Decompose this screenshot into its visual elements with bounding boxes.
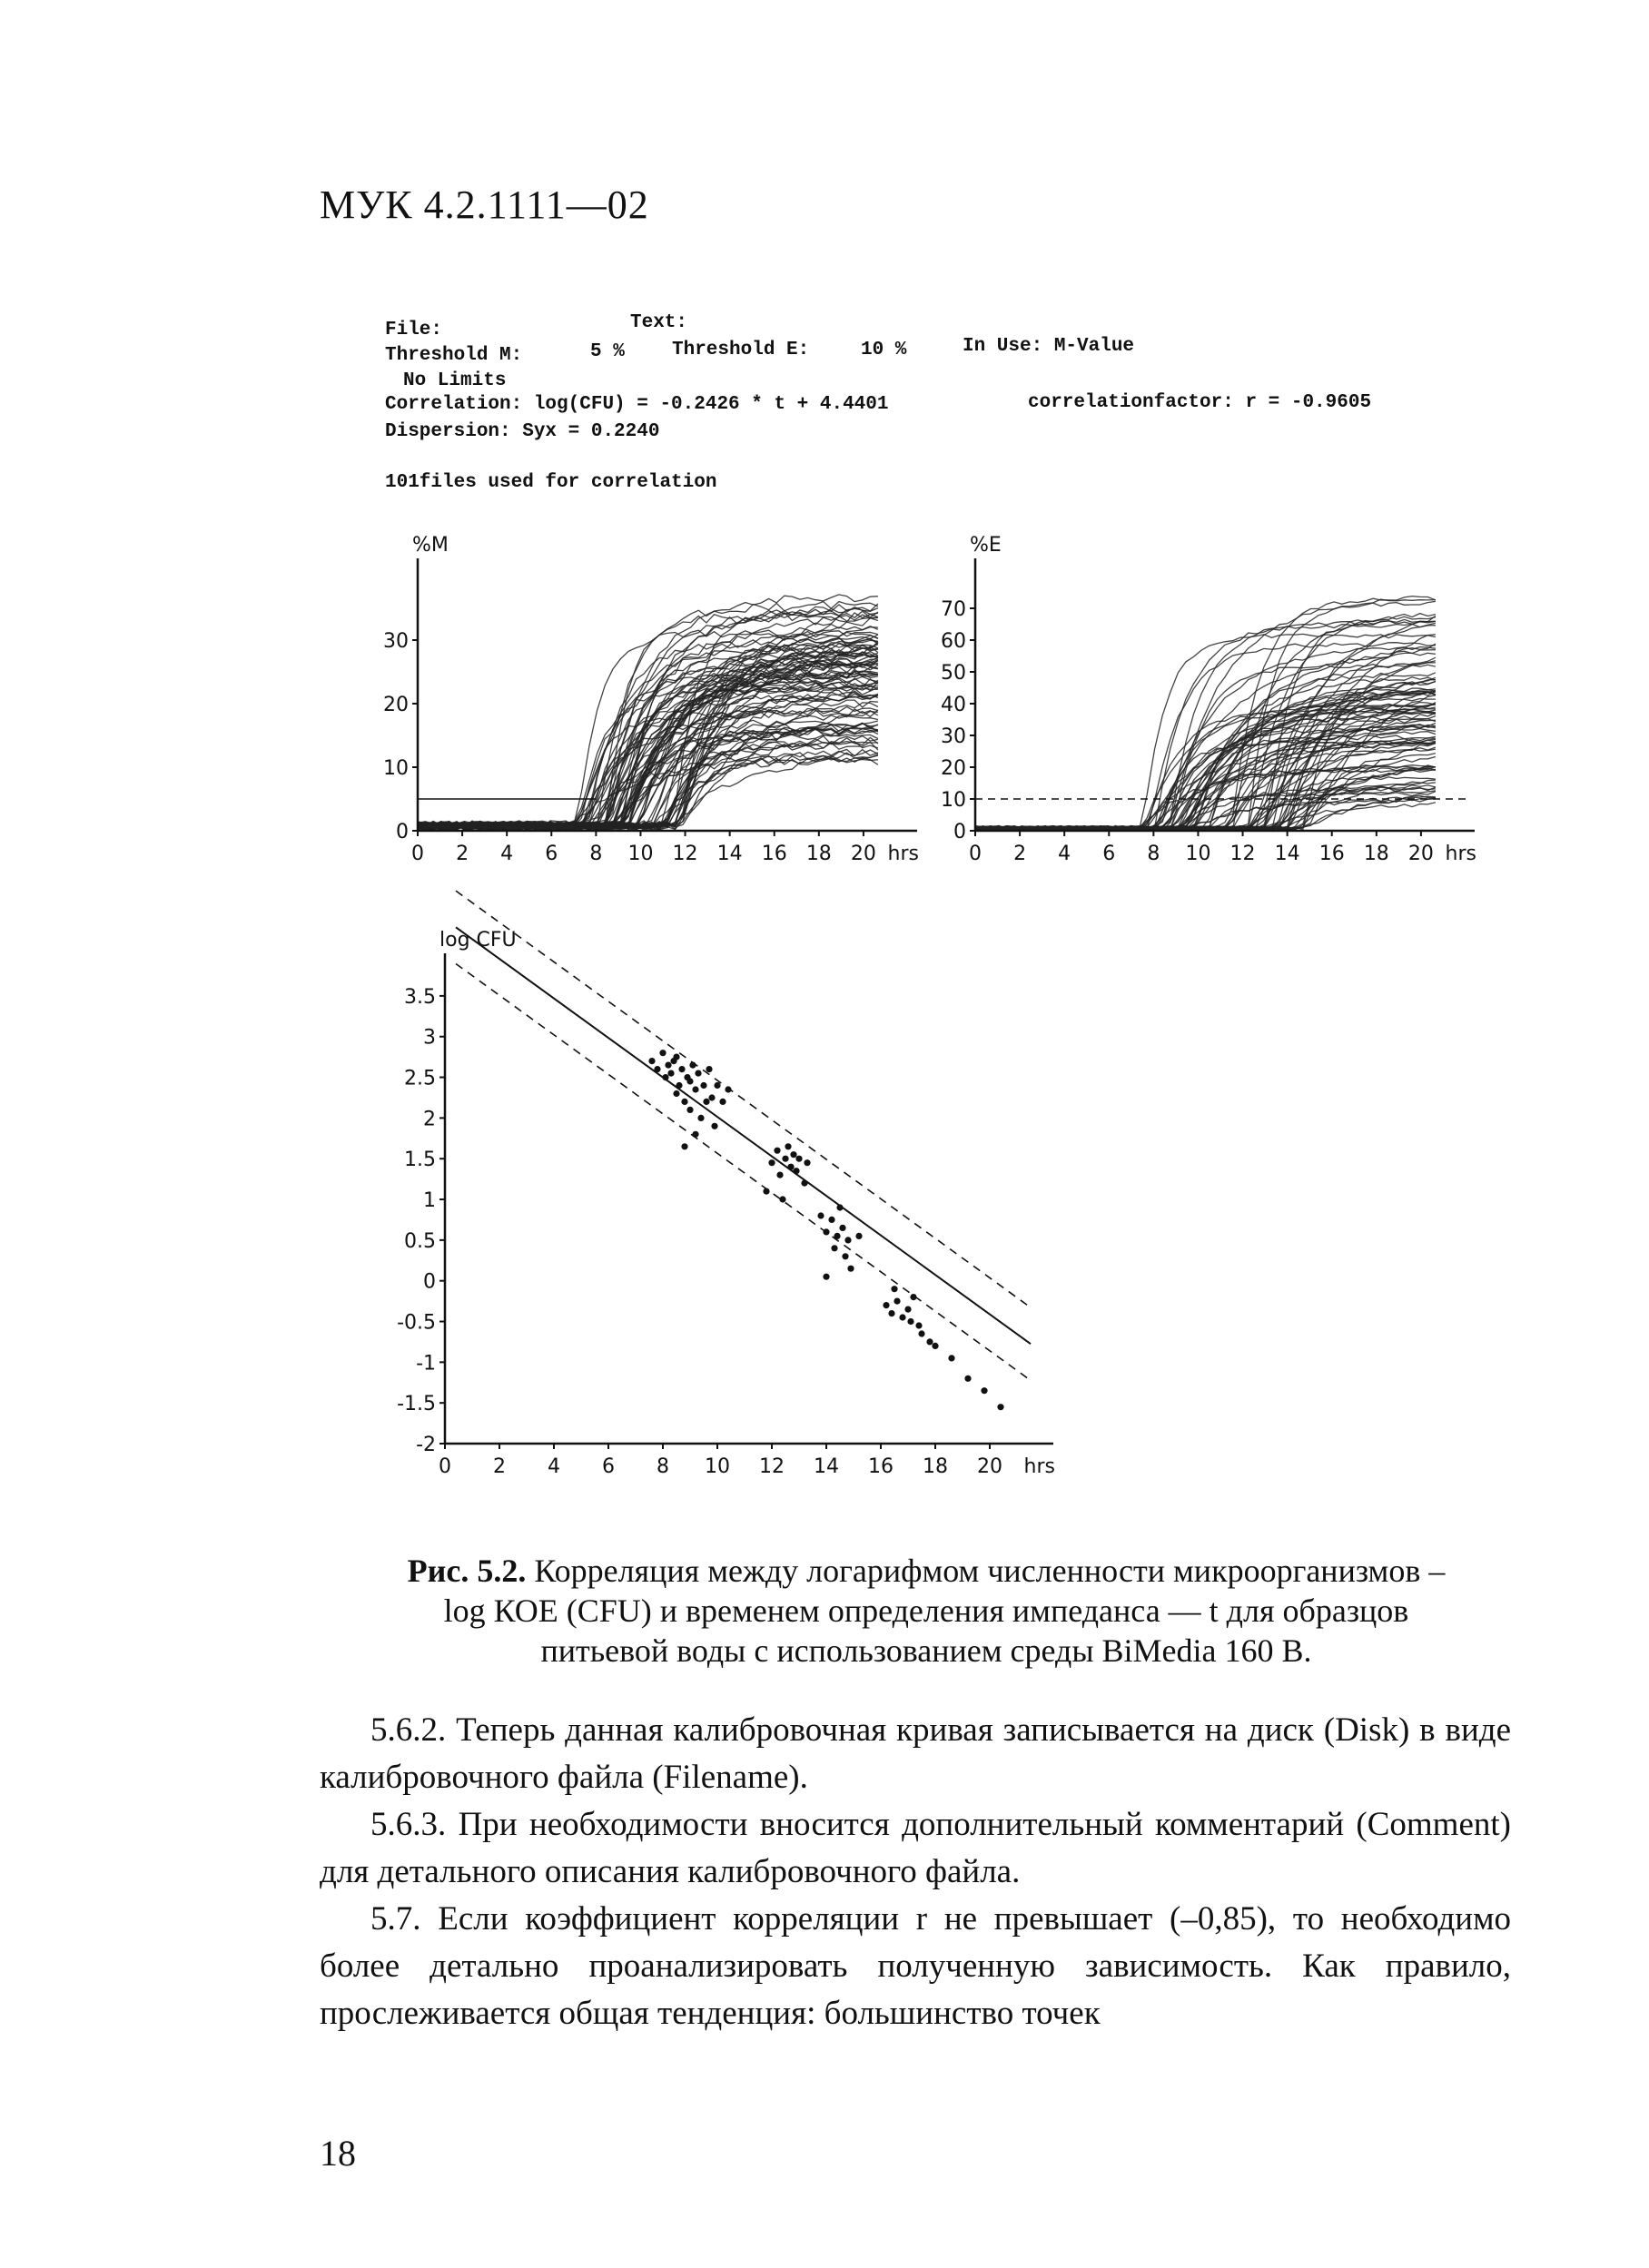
chart-r-y-tick-label: -0.5 [397, 1311, 436, 1335]
caption-line-3: питьевой воды с использованием среды BiMedia 160 B. [540, 1632, 1312, 1669]
chart-r-y-tick-label: -2 [416, 1434, 436, 1456]
chart-e-curve [975, 650, 1436, 831]
data-point [836, 1204, 843, 1210]
data-point [817, 1212, 824, 1218]
chart-e-x-tick-label: 16 [1318, 843, 1345, 865]
chart-e-y-tick-label: 20 [941, 757, 966, 780]
chart-m-x-tick-label: 0 [411, 843, 424, 865]
correlation-formula: Correlation: log(CFU) = -0.2426 * t + 4.4401 [385, 394, 889, 415]
data-point [834, 1233, 840, 1239]
chart-m-x-tick-label: 20 [850, 843, 876, 865]
document-code-header: МУК 4.2.1111—02 [320, 182, 649, 227]
data-point [689, 1062, 696, 1069]
chart-r-y-tick-label: -1 [416, 1352, 436, 1376]
confidence-band-line [456, 963, 1031, 1380]
chart-r-x-tick-label: 16 [868, 1455, 894, 1478]
chart-m-x-tick-label: 14 [716, 843, 743, 865]
data-point [686, 1078, 693, 1084]
chart-m-y-tick-label: 0 [396, 821, 409, 843]
chart-m-x-tick-label: 12 [672, 843, 698, 865]
limits-text: No Limits [403, 370, 507, 391]
data-point [714, 1082, 720, 1089]
data-point [804, 1159, 810, 1166]
chart-r-y-tick-label: 0 [423, 1270, 436, 1294]
chart-r-x-tick-label: 20 [977, 1455, 1002, 1478]
caption-label: Рис. 5.2. [407, 1553, 527, 1589]
data-point [763, 1188, 769, 1195]
chart-e-x-tick-label: 0 [969, 843, 982, 865]
chart-r-x-tick-label: 14 [814, 1455, 839, 1478]
data-point [926, 1338, 933, 1345]
chart-m-x-tick-label: 16 [761, 843, 787, 865]
paragraph-5-6-2: 5.6.2. Теперь данная калибровочная кривая записывается на диск (Disk) в виде калибровочного файла (Filename). [320, 1711, 1511, 1796]
data-point [801, 1180, 807, 1187]
chart-r-x-tick-label: 2 [493, 1455, 506, 1478]
data-point [918, 1330, 924, 1336]
data-point [665, 1062, 671, 1069]
chart-e-y-tick-label: 70 [941, 598, 966, 621]
data-point [997, 1404, 1003, 1410]
data-point [776, 1172, 783, 1178]
files-used-text: 101files used for correlation [385, 472, 717, 493]
chart-r-y-tick-label: 2.5 [404, 1067, 436, 1090]
data-point [790, 1151, 796, 1158]
log-cfu-regression-chart [381, 929, 1071, 1480]
data-point [725, 1086, 731, 1092]
chart-m-y-tick-label: 10 [383, 757, 409, 780]
data-point [648, 1058, 655, 1064]
chart-e-x-tick-label: 2 [1013, 843, 1027, 865]
data-point [779, 1196, 785, 1202]
data-point [899, 1314, 905, 1320]
chart-e-curve [975, 695, 1436, 831]
chart-e-x-tick-label: 20 [1407, 843, 1434, 865]
data-point [823, 1274, 829, 1280]
data-point [839, 1225, 845, 1231]
data-point [774, 1148, 780, 1154]
chart-m-x-axis-label: hrs [887, 843, 919, 865]
chart-r-x-tick-label: 4 [548, 1455, 560, 1478]
chart-e-x-tick-label: 8 [1147, 843, 1160, 865]
chart-r-y-tick-label: 2 [423, 1108, 436, 1131]
data-point [904, 1307, 911, 1313]
in-use-label: In Use: M-Value [963, 336, 1135, 357]
chart-e-x-axis-label: hrs [1445, 843, 1476, 865]
chart-r-x-tick-label: 12 [759, 1455, 785, 1478]
chart-e-x-tick-label: 14 [1274, 843, 1300, 865]
chart-m-y-axis-label: %M [412, 534, 449, 557]
chart-e-x-tick-label: 18 [1363, 843, 1389, 865]
impedance-e-chart [935, 534, 1498, 903]
figure-caption [327, 1551, 1526, 1671]
data-point [793, 1168, 799, 1174]
data-point [785, 1143, 791, 1149]
data-point [654, 1066, 660, 1072]
paragraph-5-7: 5.7. Если коэффициент корреляции r не превышает (–0,85), то необходимо более детально проанализировать полученную зависимость. Как правило, прослеживается общая тенденция: большинство точек [320, 1900, 1511, 2032]
data-point [686, 1107, 693, 1113]
data-point [676, 1082, 682, 1089]
data-point [662, 1074, 668, 1080]
data-point [768, 1159, 775, 1166]
data-point [708, 1094, 715, 1100]
chart-m-y-tick-label: 30 [383, 630, 409, 653]
data-point [831, 1245, 837, 1251]
caption-line-1: Корреляция между логарифмом численности микроорганизмов – [534, 1553, 1446, 1589]
data-point [855, 1233, 862, 1239]
data-point [795, 1156, 802, 1162]
chart-m-x-tick-label: 10 [627, 843, 654, 865]
data-point [907, 1318, 913, 1325]
chart-r-y-axis-label: log CFU [439, 929, 517, 952]
chart-e-y-tick-label: 50 [941, 662, 966, 685]
chart-e-y-tick-label: 30 [941, 725, 966, 748]
data-point [782, 1156, 788, 1162]
chart-r-x-axis-label: hrs [1023, 1455, 1055, 1478]
chart-r-x-tick-label: 10 [705, 1455, 730, 1478]
chart-e-x-tick-label: 6 [1102, 843, 1116, 865]
chart-r-y-tick-label: 3.5 [404, 985, 436, 1009]
chart-e-y-axis-label: %E [970, 534, 1002, 557]
chart-e-y-tick-label: 10 [941, 789, 966, 812]
chart-r-y-tick-label: 0.5 [404, 1229, 436, 1253]
file-label: File: [385, 320, 443, 340]
chart-m-curve [418, 643, 878, 831]
chart-m-x-tick-label: 8 [589, 843, 603, 865]
threshold-e-value: 10 % [861, 340, 907, 360]
data-point [711, 1123, 717, 1129]
data-point [719, 1099, 726, 1105]
data-point [847, 1266, 854, 1272]
data-point [844, 1237, 851, 1243]
data-point [888, 1310, 894, 1316]
chart-m-y-tick-label: 20 [383, 694, 409, 716]
data-point [667, 1070, 674, 1077]
chart-e-x-tick-label: 12 [1229, 843, 1256, 865]
data-point [703, 1099, 709, 1105]
data-point [842, 1253, 848, 1259]
data-point [828, 1217, 834, 1223]
chart-e-x-tick-label: 10 [1185, 843, 1211, 865]
chart-e-curve [975, 699, 1436, 831]
data-point [981, 1387, 987, 1394]
data-point [706, 1066, 712, 1072]
chart-r-y-tick-label: 3 [423, 1026, 436, 1050]
data-point [910, 1294, 916, 1300]
data-point [883, 1302, 889, 1308]
data-point [700, 1082, 706, 1089]
data-point [673, 1090, 679, 1097]
data-point [659, 1050, 666, 1056]
data-point [673, 1054, 679, 1060]
text-label: Text: [630, 312, 688, 333]
data-point [692, 1131, 698, 1138]
data-point [915, 1322, 922, 1328]
threshold-e-label: Threshold E: [672, 340, 810, 360]
data-point [823, 1228, 829, 1235]
data-point [964, 1376, 971, 1382]
chart-e-curve [975, 735, 1436, 831]
impedance-m-chart [363, 534, 926, 903]
data-point [891, 1286, 897, 1292]
chart-r-x-tick-label: 0 [439, 1455, 451, 1478]
chart-m-x-tick-label: 4 [500, 843, 514, 865]
body-text [320, 1707, 1511, 2037]
caption-line-2: log КОЕ (CFU) и временем определения импеданса — t для образцов [443, 1593, 1409, 1629]
chart-r-x-tick-label: 18 [923, 1455, 948, 1478]
correlation-factor: correlationfactor: r = -0.9605 [1028, 392, 1372, 413]
data-point [678, 1066, 685, 1072]
chart-r-y-tick-label: 1 [423, 1189, 436, 1213]
chart-e-x-tick-label: 4 [1058, 843, 1071, 865]
regression-line [456, 927, 1031, 1344]
chart-r-x-tick-label: 8 [657, 1455, 669, 1478]
data-point [681, 1099, 687, 1105]
page-number: 18 [320, 2133, 356, 2174]
data-point [948, 1355, 954, 1361]
chart-r-y-tick-label: -1.5 [397, 1393, 436, 1416]
dispersion-text: Dispersion: Syx = 0.2240 [385, 421, 660, 442]
chart-m-x-tick-label: 6 [545, 843, 558, 865]
data-point [695, 1070, 701, 1077]
threshold-m-label: Threshold M: [385, 345, 523, 366]
chart-r-y-tick-label: 1.5 [404, 1149, 436, 1172]
chart-e-y-tick-label: 60 [941, 630, 966, 653]
data-point [894, 1298, 900, 1305]
data-point [932, 1343, 938, 1349]
data-point [681, 1143, 687, 1149]
chart-e-y-tick-label: 0 [953, 821, 966, 843]
confidence-band-line [456, 891, 1031, 1307]
chart-m-x-tick-label: 18 [805, 843, 832, 865]
chart-e-y-tick-label: 40 [941, 694, 966, 716]
data-point [692, 1086, 698, 1092]
chart-m-x-tick-label: 2 [456, 843, 469, 865]
paragraph-5-6-3: 5.6.3. При необходимости вносится дополнительный комментарий (Comment) для детального описания калибровочного файла. [320, 1806, 1511, 1890]
data-point [787, 1164, 794, 1170]
threshold-m-value: 5 % [590, 341, 625, 362]
data-point [697, 1115, 704, 1121]
chart-r-x-tick-label: 6 [602, 1455, 615, 1478]
